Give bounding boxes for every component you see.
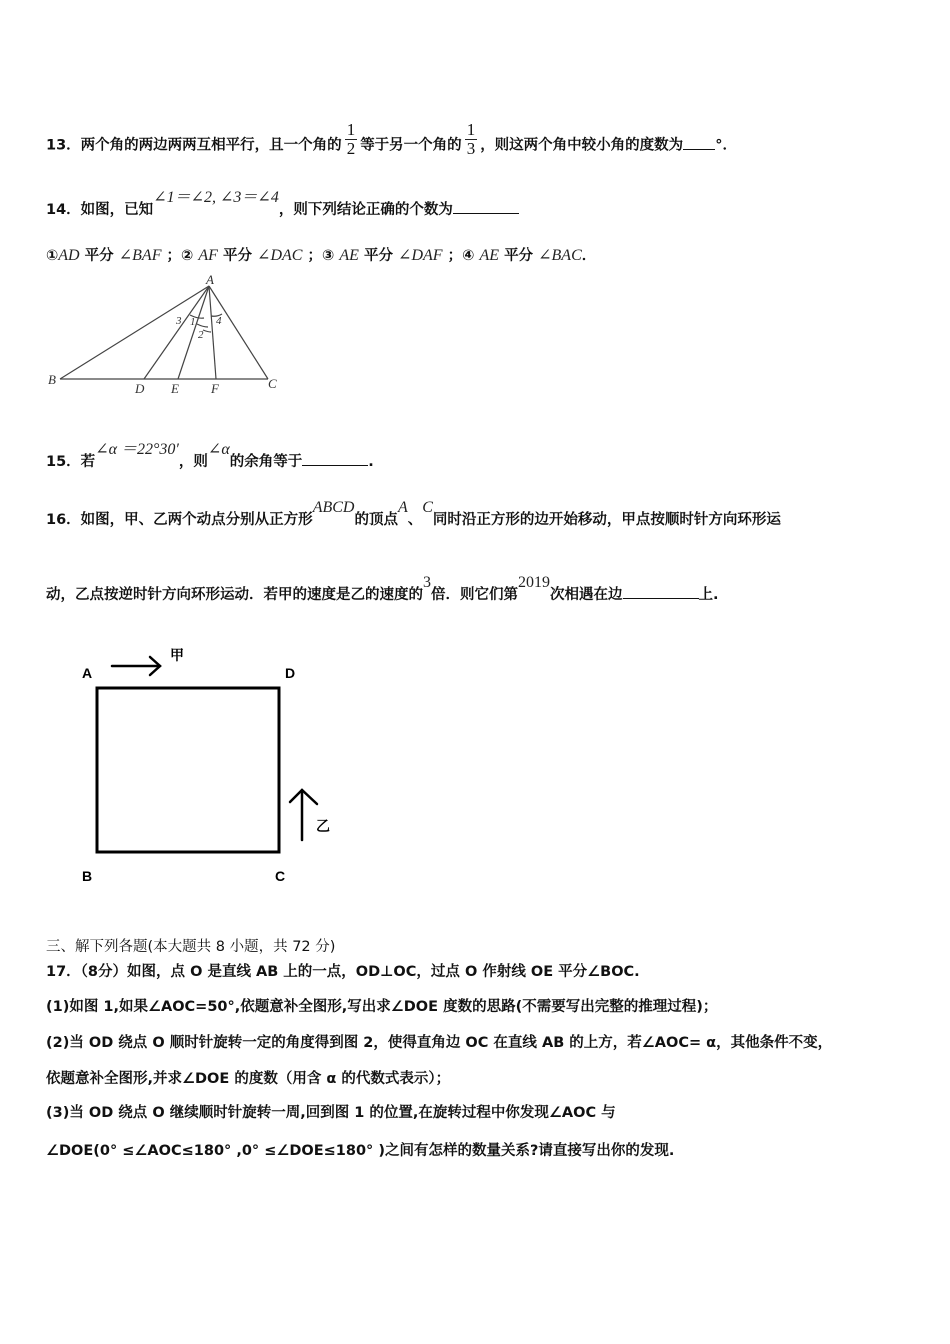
q16-answer-blank[interactable]	[623, 584, 699, 599]
side-ab	[60, 286, 209, 379]
q15-formula: ∠α	[207, 441, 230, 458]
q15-text: 的余角等于	[229, 454, 303, 470]
q17-line-5: (3)当 OD 绕点 O 继续顺时针旋转一周,回到图 1 的位置,在旋转过程中你发现∠AOC 与	[46, 1105, 616, 1121]
q16-vertex: C	[422, 499, 433, 516]
q13-text: 等于另一个角的	[360, 137, 462, 154]
angle-3-label: 3	[176, 315, 182, 327]
square-vertex-a: A	[82, 665, 93, 681]
q14-conclusions: ①AD 平分 ∠BAF ；② AF 平分 ∠DAC ；③ AE 平分 ∠DAF ；④ AE 平分 ∠BAC．	[46, 247, 597, 264]
q13-fraction-half: $\frac{1}{2}$	[346, 120, 356, 158]
square-vertex-d: D	[285, 665, 296, 681]
q14-text: ，则下列结论正确的个数为	[278, 202, 453, 218]
q15-answer-blank[interactable]	[302, 451, 368, 466]
q16-count: 2019	[518, 574, 550, 591]
angle-1-label: 1	[190, 316, 196, 328]
q16-line-1: 16．如图，甲、乙两个动点分别从正方形ABCD的顶点A、C同时沿正方形的边开始移动，甲点按顺时针方向环形运	[46, 499, 781, 528]
q13-text: 13．两个角的两边两两互相平行，且一个角的	[46, 137, 342, 154]
q13-fraction-third: $\frac{1}{3}$	[466, 120, 476, 158]
section-3-heading: 三、解下列各题(本大题共 8 小题，共 72 分)	[46, 939, 336, 955]
q16-square-name: ABCD	[312, 499, 355, 516]
yi-arrowhead-icon	[290, 790, 317, 804]
q17-line-6: ∠DOE(0° ≤∠AOC≤180° ,0° ≤∠DOE≤180° )之间有怎样的数量关系?请直接写出你的发现.	[46, 1143, 675, 1159]
q14-text: 14．如图，已知	[46, 202, 154, 218]
q15-text: 15．若	[46, 454, 96, 470]
q14-answer-blank[interactable]	[453, 199, 519, 214]
q16-ratio: 3	[423, 574, 431, 591]
q15-formula: ∠α ＝22°30′	[95, 441, 179, 458]
q13-text: ，则这两个角中较小角的度数为	[480, 137, 684, 154]
square-vertex-b: B	[82, 868, 93, 884]
q14-line	[46, 189, 519, 220]
q17-line-2: (1)如图 1,如果∠AOC=50°,依题意补全图形,写出求∠DOE 度数的思路(不需要写出完整的推理过程)；	[46, 999, 718, 1015]
q16-square-figure	[70, 640, 350, 900]
q16-vertex: A	[397, 499, 408, 516]
point-f-label: F	[211, 381, 219, 396]
q14-formula: ∠1＝∠2, ∠3＝∠4	[153, 189, 279, 206]
square-abcd	[97, 688, 279, 852]
q17-line-3: (2)当 OD 绕点 O 顺时针旋转一定的角度得到图 2，使得直角边 OC 在直线 AB 的上方，若∠AOC= α，其他条件不变，	[46, 1035, 833, 1051]
point-e-label: E	[171, 381, 179, 396]
q13-line	[46, 120, 737, 164]
point-d-label: D	[135, 381, 145, 396]
arc-1	[197, 324, 208, 327]
q15-line: 15．若∠α ＝22°30′，则∠α的余角等于 .	[46, 441, 374, 470]
q16-text: 的顶点	[354, 512, 398, 528]
q17-line-1: 17．（8分）如图，点 O 是直线 AB 上的一点，OD⊥OC，过点 O 作射线 OE 平分∠BOC.	[46, 964, 640, 980]
vertex-b-label: B	[48, 372, 56, 387]
q14-triangle-figure	[40, 272, 290, 402]
square-vertex-c: C	[275, 868, 286, 884]
side-ac	[209, 286, 268, 379]
jia-label: 甲	[170, 648, 184, 664]
q16-text: 16．如图，甲、乙两个动点分别从正方形	[46, 512, 313, 528]
q16-text: 动，乙点按逆时针方向环形运动．若甲的速度是乙的速度的	[46, 587, 423, 603]
angle-2-label: 2	[198, 329, 204, 341]
vertex-a-label: A	[206, 272, 214, 287]
q16-text: 倍．则它们第	[431, 587, 518, 603]
q16-text: 次相遇在边	[550, 587, 623, 603]
segment-ae	[178, 286, 209, 379]
vertex-c-label: C	[268, 376, 277, 391]
q17-line-4: 依题意补全图形,并求∠DOE 的度数（用含 α 的代数式表示）；	[46, 1071, 451, 1087]
q13-answer-blank[interactable]	[683, 135, 715, 150]
q16-text: 同时沿正方形的边开始移动，甲点按顺时针方向环形运	[432, 512, 781, 528]
q16-line-2: 动，乙点按逆时针方向环形运动．若甲的速度是乙的速度的3倍．则它们第2019次相遇在边 上.	[46, 574, 719, 603]
angle-4-label: 4	[216, 315, 222, 327]
arc-2	[203, 330, 211, 332]
yi-label: 乙	[316, 819, 330, 835]
q13-text: °．	[715, 137, 737, 154]
q15-text: ，则	[178, 454, 208, 470]
